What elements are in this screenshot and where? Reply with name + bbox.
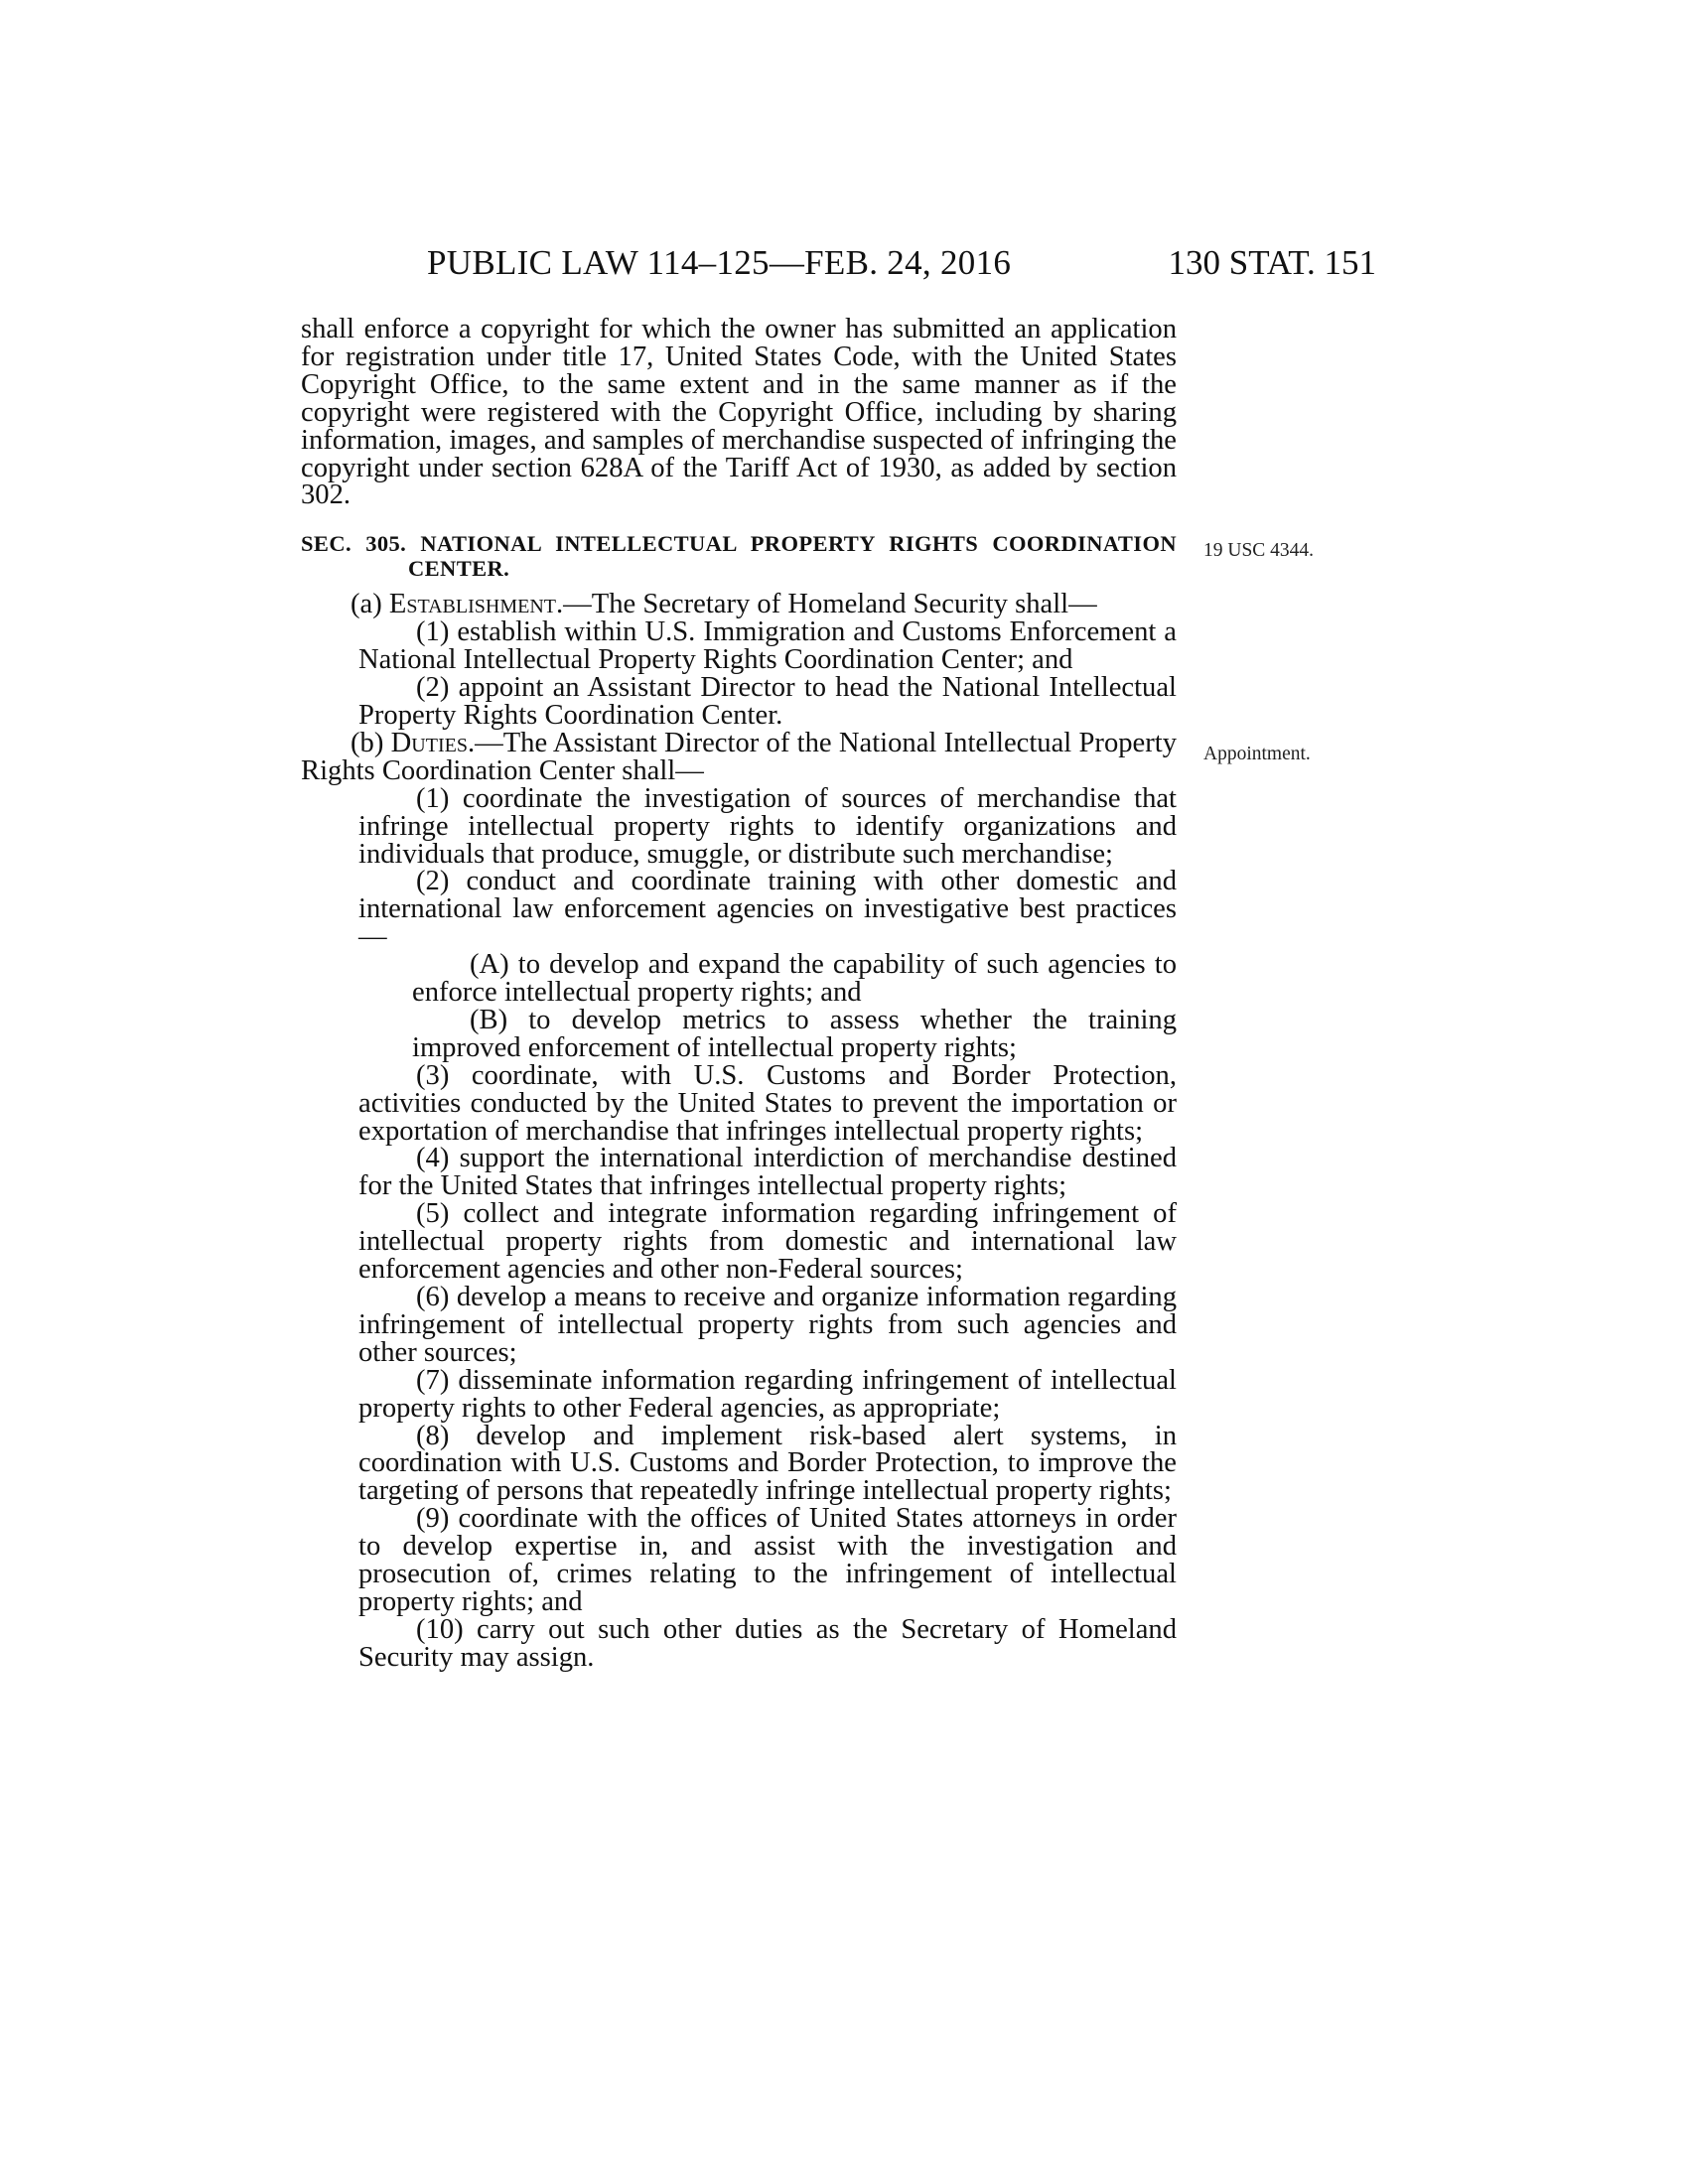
subsection-b-item-7: (7) disseminate information regarding infringement of intellectual property rights to other Federal agencies, as appropriate; <box>358 1364 1177 1424</box>
public-law-citation: PUBLIC LAW 114–125—FEB. 24, 2016 <box>427 243 1012 282</box>
subsection-a-item-1: (1) establish within U.S. Immigration and Customs Enforcement a National Intellectual Property Rights Coordination Center; and <box>358 616 1177 676</box>
subsection-a-item-2: (2) appoint an Assistant Director to head the National Intellectual Property Rights Coordination Center. <box>358 672 1177 731</box>
subsection-a-title: Establishment <box>388 589 556 620</box>
subsection-b-item-5: (5) collect and integrate information regarding infringement of intellectual property rights from domestic and international law enforcement agencies and other non-Federal sources; <box>358 1198 1177 1286</box>
intro-paragraph: shall enforce a copyright for which the owner has submitted an application for registration under title 17, United States Code, with the United States Copyright Office, to the same extent and in the same manner as if the copyright were registered with the Copyright Office, including by sharing information, images, and samples of merchandise suspected of infringing the copyright under section 628A of the Tariff Act of 1930, as added by section 302. <box>301 314 1177 511</box>
section-heading: SEC. 305. NATIONAL INTELLECTUAL PROPERTY RIGHTS COORDINATION CENTER. <box>301 531 1177 582</box>
subsection-a-text: .—The Secretary of Homeland Security shall— <box>555 589 1097 620</box>
subsection-b <box>301 727 1177 786</box>
usc-citation-note: 19 USC 4344. <box>1203 540 1315 561</box>
subsection-b-title: Duties <box>390 727 468 758</box>
document-body <box>301 316 1177 1672</box>
subsection-b-text: .—The Assistant Director of the National Intellectual Property Rights Coordination Center shall— <box>301 727 1177 786</box>
subsection-b-item-2-a: (A) to develop and expand the capability of such agencies to enforce intellectual property rights; and <box>412 949 1177 1009</box>
subsection-b-item-3: (3) coordinate, with U.S. Customs and Border Protection, activities conducted by the United States to prevent the importation or exportation of merchandise that infringes intellectual property rights; <box>358 1059 1177 1147</box>
subsection-b-item-8: (8) develop and implement risk-based alert systems, in coordination with U.S. Customs and Border Protection, to improve the targeting of persons that repeatedly infringe intellectual property rights; <box>358 1420 1177 1507</box>
appointment-note: Appointment. <box>1203 744 1311 764</box>
subsection-a <box>301 591 1177 618</box>
statute-page-number: 130 STAT. 151 <box>1168 243 1376 282</box>
subsection-b-label: (b) <box>351 727 391 758</box>
subsection-a-label: (a) <box>351 589 389 620</box>
subsection-b-item-2-b: (B) to develop metrics to assess whether the training improved enforcement of intellectual property rights; <box>412 1004 1177 1063</box>
subsection-b-item-4: (4) support the international interdiction of merchandise destined for the United States that infringes intellectual property rights; <box>358 1143 1177 1202</box>
subsection-b-item-2: (2) conduct and coordinate training with other domestic and international law enforcement agencies on investigative best practices— <box>358 866 1177 953</box>
subsection-b-item-10: (10) carry out such other duties as the Secretary of Homeland Security may assign. <box>358 1613 1177 1673</box>
subsection-b-item-1: (1) coordinate the investigation of sources of merchandise that infringe intellectual property rights to identify organizations and individuals that produce, smuggle, or distribute such merchandise; <box>358 782 1177 870</box>
subsection-b-item-6: (6) develop a means to receive and organize information regarding infringement of intellectual property rights from such agencies and other sources; <box>358 1282 1177 1368</box>
subsection-b-item-9: (9) coordinate with the offices of United States attorneys in order to develop expertise in, and assist with the investigation and prosecution of, crimes relating to the infringement of intellectual property rights; and <box>358 1503 1177 1617</box>
page-header <box>298 243 1376 293</box>
